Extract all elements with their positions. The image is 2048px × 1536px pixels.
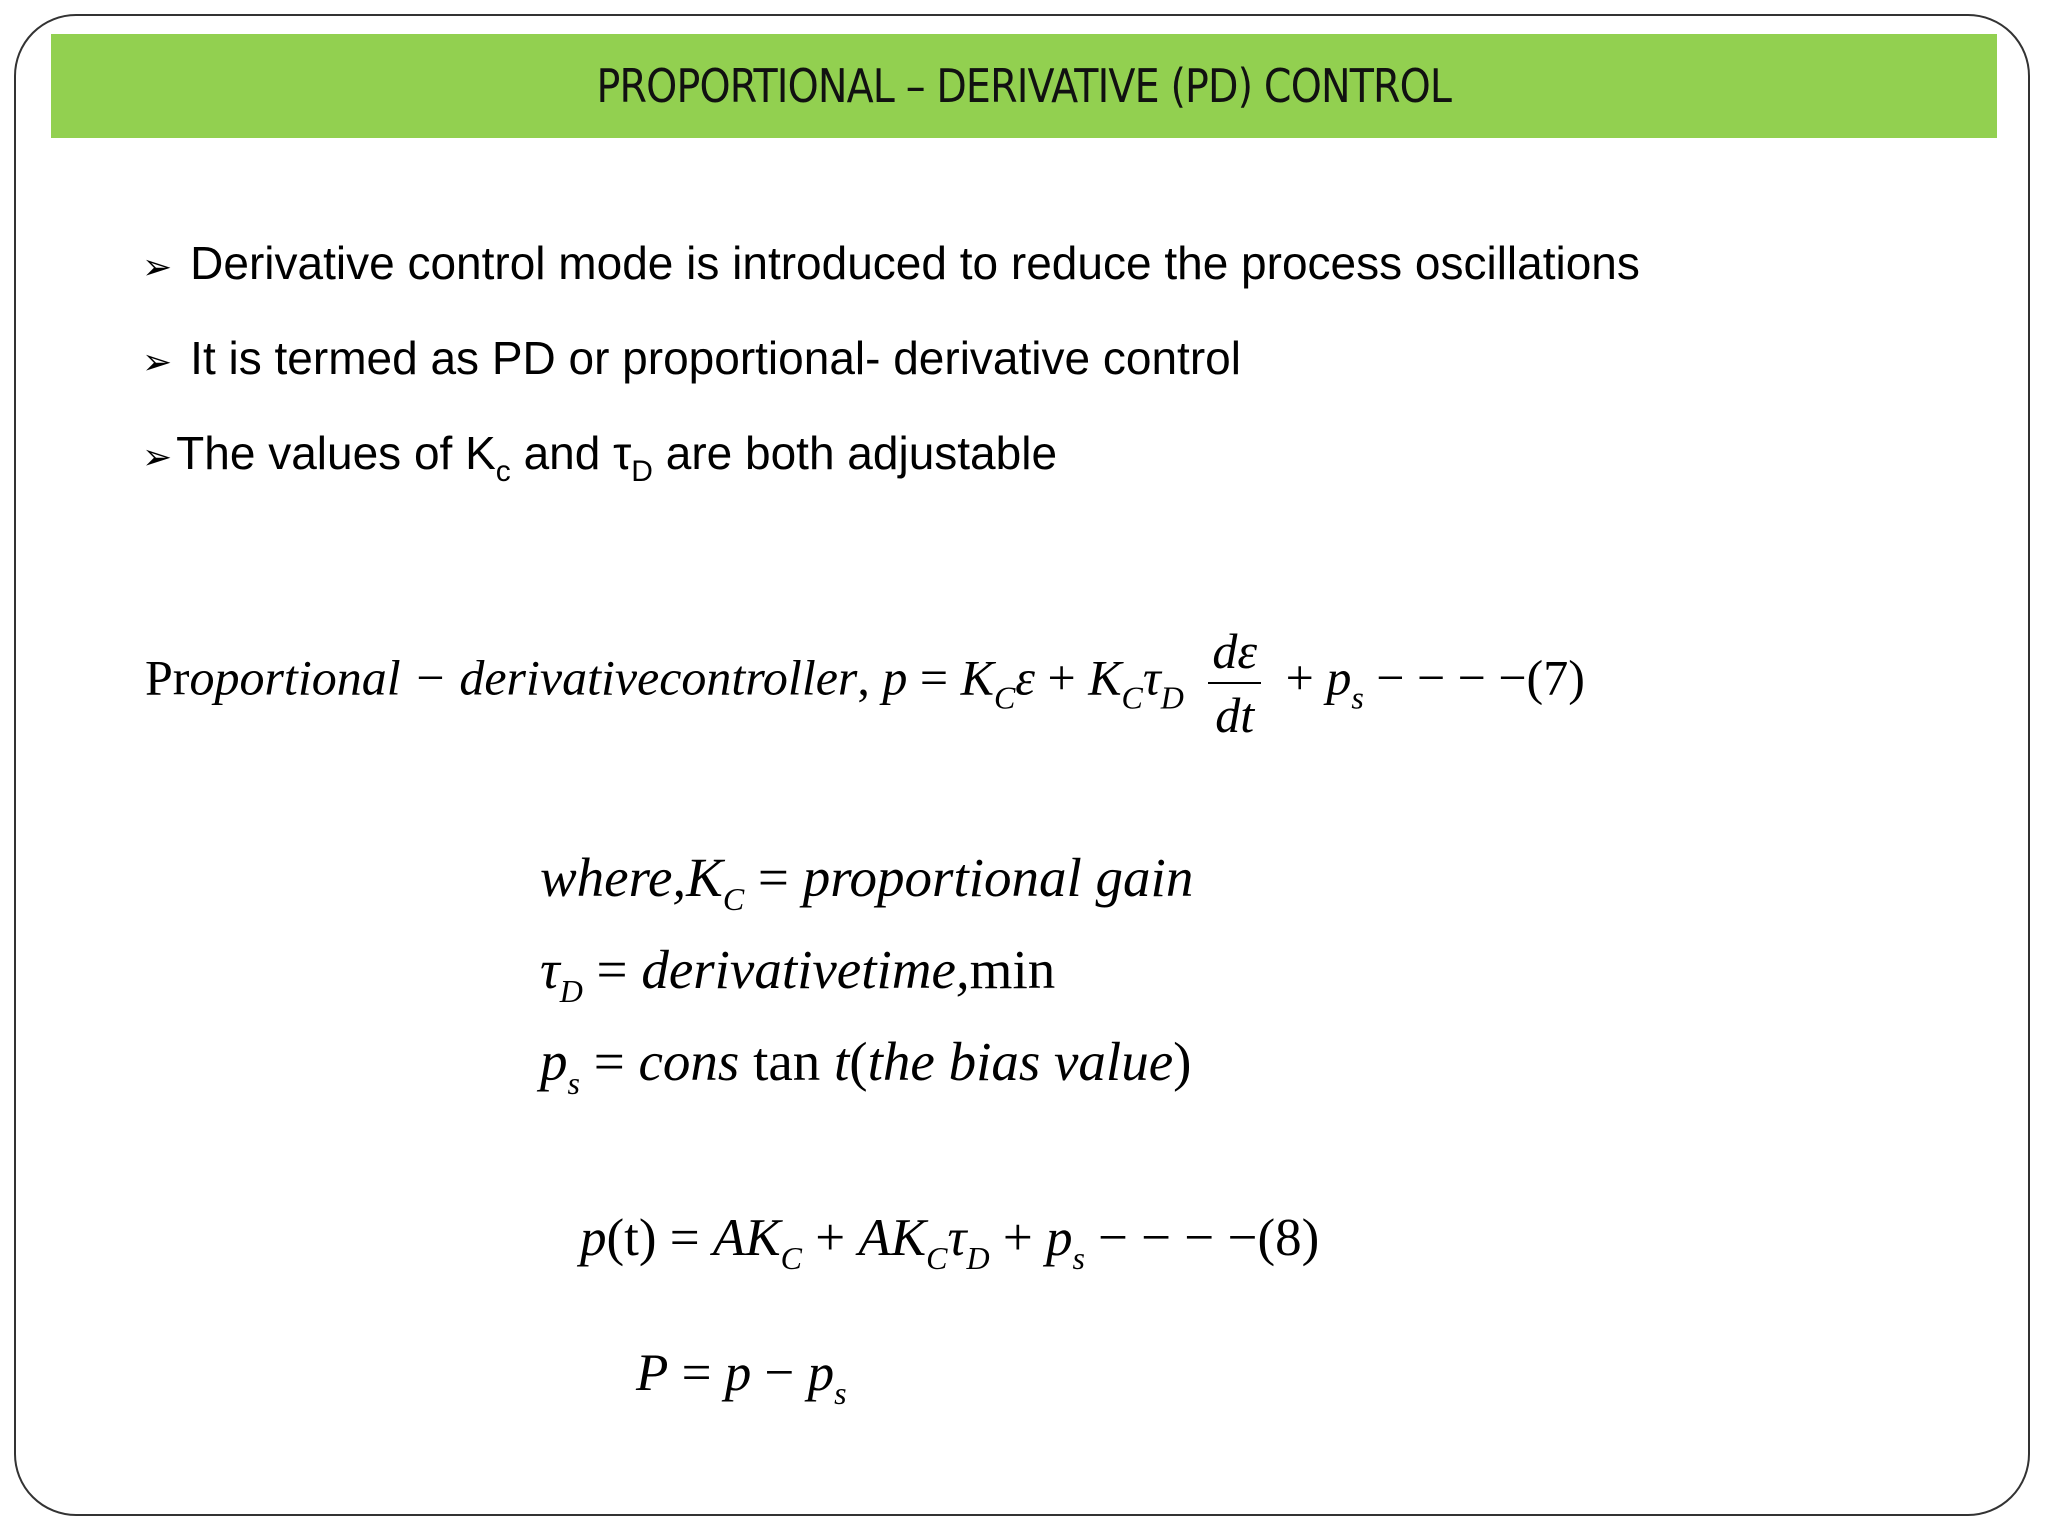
definition-ps: $p_s$ = cons tan t(the bias value): [540, 1031, 1192, 1101]
slide-title: PROPORTIONAL – DERIVATIVE (PD) CONTROL: [596, 59, 1452, 113]
arrow-bullet-icon: ➢: [142, 246, 173, 287]
bullet-text: The values of $K_c$ and $\tau_D$ are both adjustable: [176, 427, 1058, 488]
bullet-text: It is termed as PD or proportional- derivative control: [190, 332, 1241, 384]
arrow-bullet-icon: ➢: [142, 436, 173, 477]
arrow-bullet-icon: ➢: [142, 341, 173, 382]
title-bar: [51, 34, 1997, 138]
equation-7: Proportional − derivativecontroller, $p = K_C\varepsilon + K_C\tau_D$ $\frac{d\varepsilon}{dt}$ + $p_s$ − − − −(7): [145, 620, 1585, 746]
equation-deviation: $P = p - p_s$: [636, 1344, 847, 1411]
definition-tau-d: $\tau_D$ = derivativetime,min: [540, 939, 1056, 1009]
equation-8: $p(t) = AK_C + AK_C\tau_D + p_s$ − − − −(8): [580, 1209, 1320, 1276]
definitions: [540, 832, 1193, 1108]
bullet-item: [142, 235, 1640, 295]
bullet-item: [142, 425, 1058, 488]
definition-kc: $where,K_C$ = proportional gain: [540, 847, 1194, 917]
bullet-text: Derivative control mode is introduced to reduce the process oscillations: [190, 237, 1640, 289]
fraction: $\frac{d\varepsilon}{dt}$: [1208, 620, 1261, 746]
bullet-item: [142, 330, 1241, 390]
